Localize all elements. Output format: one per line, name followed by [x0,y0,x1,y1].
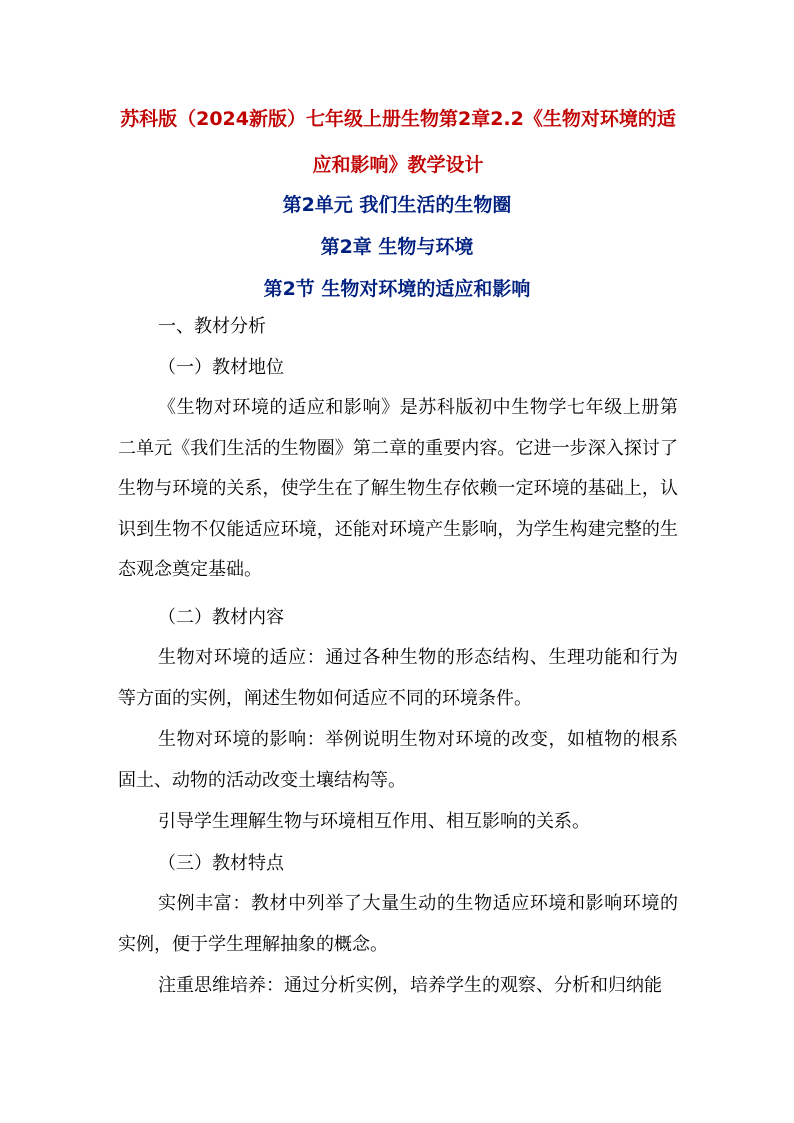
paragraph-feature-thinking: 注重思维培养：通过分析实例，培养学生的观察、分析和归纳能 [158,975,662,996]
paragraph-textbook-position: 《生物对环境的适应和影响》是苏科版初中生物学七年级上册第二单元《我们生活的生物圈》第二章的重要内容。它进一步深入探讨了生物与环境的关系，使学生在了解生物生存依赖一定环境的基础上，认识到生物不仅能适应环境，还能对环境产生影响，为学生构建完整的生态观念奠定基础。 [118,397,678,580]
chapter-heading: 第2章 生物与环境 [320,236,474,258]
heading-textbook-features: （三）教材特点 [158,853,284,874]
heading-textbook-analysis: 一、教材分析 [158,316,266,337]
unit-heading: 第2单元 我们生活的生物圈 [282,194,512,216]
heading-textbook-position: （一）教材地位 [158,357,284,378]
paragraph-content-interaction: 引导学生理解生物与环境相互作用、相互影响的关系。 [158,811,590,832]
paragraph-content-influence: 生物对环境的影响：举例说明生物对环境的改变，如植物的根系固土、动物的活动改变土壤结构等。 [118,729,678,791]
section-heading: 第2节 生物对环境的适应和影响 [263,278,531,300]
paragraph-content-adaptation: 生物对环境的适应：通过各种生物的形态结构、生理功能和行为等方面的实例，阐述生物如何适应不同的环境条件。 [118,647,678,709]
heading-textbook-content: （二）教材内容 [158,607,284,628]
document-title: 苏科版（2024新版）七年级上册生物第2章2.2《生物对环境的适应和影响》教学设计 [120,108,676,176]
paragraph-feature-examples: 实例丰富：教材中列举了大量生动的生物适应环境和影响环境的实例，便于学生理解抽象的概念。 [118,893,678,955]
